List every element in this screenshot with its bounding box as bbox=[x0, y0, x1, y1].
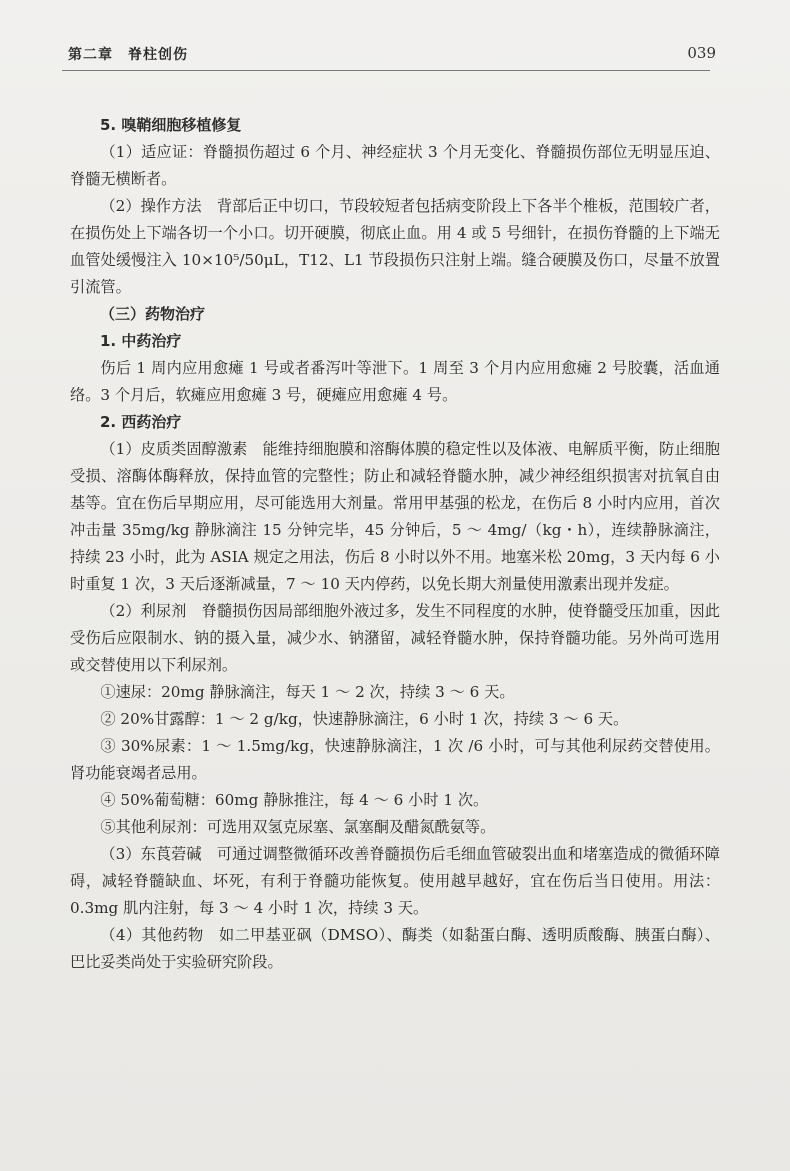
list-item-other-diuretics: ⑤其他利尿剂：可选用双氢克尿塞、氯塞酮及醋氮酰氨等。 bbox=[100, 818, 496, 836]
paragraph-diuretics: （2）利尿剂 脊髓损伤因局部细胞外液过多，发生不同程度的水肿，使脊髓受压加重，因此受伤后应限制水、钠的摄入量，减少水、钠潴留，减轻脊髓水肿，保持脊髓功能。另外尚可选用或交替使用以下利尿剂。 bbox=[70, 602, 720, 674]
list-item-urea: ③ 30%尿素：1 ～ 1.5mg/kg，快速静脉滴注，1 次 /6 小时，可与其他利尿药交替使用。肾功能衰竭者忌用。 bbox=[70, 737, 720, 782]
list-item-glucose: ④ 50%葡萄糖：60mg 静脉推注，每 4 ～ 6 小时 1 次。 bbox=[100, 791, 489, 809]
section-heading-drug-therapy: （三）药物治疗 bbox=[100, 305, 206, 323]
paragraph-other-drugs: （4）其他药物 如二甲基亚砜（DMSO）、酶类（如黏蛋白酶、透明质酸酶、胰蛋白酶）、巴比妥类尚处于实验研究阶段。 bbox=[70, 926, 720, 971]
running-header bbox=[68, 40, 716, 70]
subsection-heading-tcm: 1. 中药治疗 bbox=[100, 332, 182, 350]
header-divider bbox=[62, 70, 710, 71]
section-heading-olfactory: 5. 嗅鞘细胞移植修复 bbox=[100, 116, 242, 134]
paragraph-indications: （1）适应证：脊髓损伤超过 6 个月、神经症状 3 个月无变化、脊髓损伤部位无明显压迫、脊髓无横断者。 bbox=[70, 143, 720, 188]
page-body bbox=[70, 112, 720, 976]
subsection-heading-western-medicine: 2. 西药治疗 bbox=[100, 413, 182, 431]
list-item-mannitol: ② 20%甘露醇：1 ～ 2 g/kg，快速静脉滴注，6 小时 1 次，持续 3 ～ 6 天。 bbox=[100, 710, 629, 728]
paragraph-scopolamine: （3）东莨菪碱 可通过调整微循环改善脊髓损伤后毛细血管破裂出血和堵塞造成的微循环障碍，减轻脊髓缺血、坏死，有利于脊髓功能恢复。使用越早越好，宜在伤后当日使用。用法：0.3mg 肌内注射，每 3 ～ 4 小时 1 次，持续 3 天。 bbox=[70, 845, 720, 917]
paragraph-tcm: 伤后 1 周内应用愈瘫 1 号或者番泻叶等泄下。1 周至 3 个月内应用愈瘫 2 号胶囊，活血通络。3 个月后，软瘫应用愈瘫 3 号，硬瘫应用愈瘫 4 号。 bbox=[70, 359, 720, 404]
paragraph-procedure: （2）操作方法 背部后正中切口，节段较短者包括病变阶段上下各半个椎板，范围较广者，在损伤处上下端各切一个小口。切开硬膜，彻底止血。用 4 或 5 号细针，在损伤脊髓的上下端无血管处缓慢注入 10×10⁵/50μL，T12、L1 节段损伤只注射上端。缝合硬膜及伤口，尽量不放置引流管。 bbox=[70, 197, 720, 296]
page-number: 039 bbox=[687, 44, 716, 62]
paragraph-corticosteroids: （1）皮质类固醇激素 能维持细胞膜和溶酶体膜的稳定性以及体液、电解质平衡，防止细胞受损、溶酶体酶释放，保持血管的完整性；防止和减轻脊髓水肿，减少神经组织损害对抗氧自由基等。宜在伤后早期应用，尽可能选用大剂量。常用甲基强的松龙，在伤后 8 小时内应用，首次冲击量 35mg/kg 静脉滴注 15 分钟完毕，45 分钟后，5 ～ 4mg/（kg・h），连续静脉滴注，持续 23 小时，此为 ASIA 规定之用法，伤后 8 小时以外不用。地塞米松 20mg，3 天内每 6 小时重复 1 次，3 天后逐渐减量，7 ～ 10 天内停药，以免长期大剂量使用激素出现并发症。 bbox=[70, 440, 720, 593]
list-item-furosemide: ①速尿：20mg 静脉滴注，每天 1 ～ 2 次，持续 3 ～ 6 天。 bbox=[100, 683, 515, 701]
chapter-title: 第二章 脊柱创伤 bbox=[68, 47, 188, 63]
